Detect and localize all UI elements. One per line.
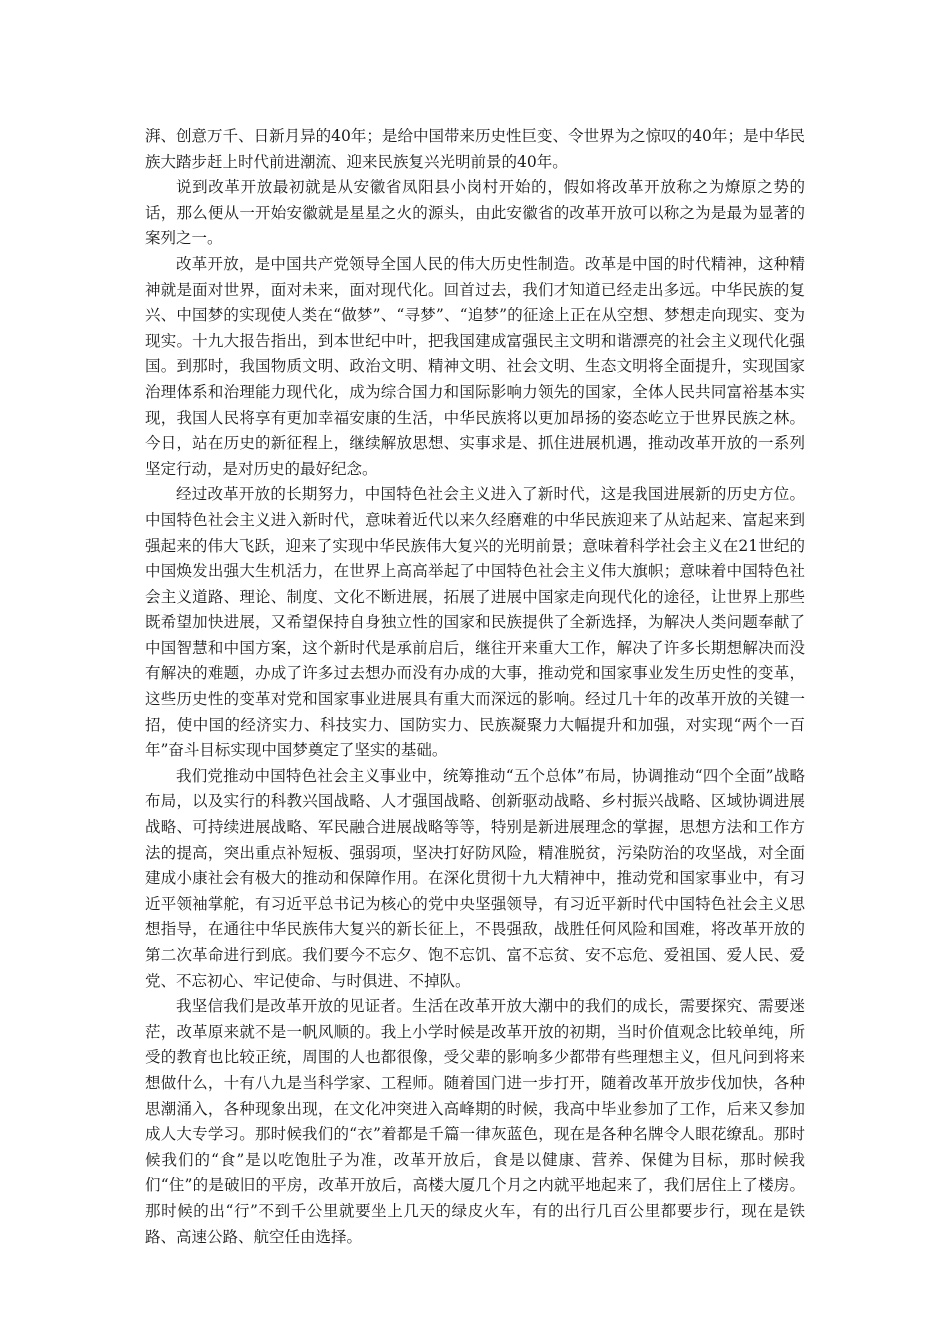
paragraph-3: 改革开放，是中国共产党领导全国人民的伟大历史性制造。改革是中国的时代精神，这种精神就是面对世界，面对未来，面对现代化。回首过去，我们才知道已经走出多远。中华民族的复兴、中国梦的实现使人类在“做梦”、“寻梦”、“追梦”的征途上正在从空想、梦想走向现实、变为现实。十九大报告指出，到本世纪中叶，把我国建成富强民主文明和谐漂亮的社会主义现代化强国。到那时，我国物质文明、政治文明、精神文明、社会文明、生态文明将全面提升，实现国家治理体系和治理能力现代化，成为综合国力和国际影响力领先的国家，全体人民共同富裕基本实现，我国人民将享有更加幸福安康的生活，中华民族将以更加昂扬的姿态屹立于世界民族之林。今日，站在历史的新征程上，继续解放思想、实事求是、抓住进展机遇，推动改革开放的一系列坚定行动，是对历史的最好纪念。 <box>145 254 805 478</box>
paragraph-5: 我们党推动中国特色社会主义事业中，统筹推动“五个总体”布局，协调推动“四个全面”战略布局，以及实行的科教兴国战略、人才强国战略、创新驱动战略、乡村振兴战略、区域协调进展战略、可持续进展战略、军民融合进展战略等等，特别是新进展理念的掌握，思想方法和工作方法的提高，突出重点补短板、强弱项，坚决打好防风险，精准脱贫，污染防治的攻坚战，对全面建成小康社会有极大的推动和保障作用。在深化贯彻十九大精神中，推动党和国家事业中，有习近平领袖掌舵，有习近平总书记为核心的党中央坚强领导，有习近平新时代中国特色社会主义思想指导，在通往中华民族伟大复兴的新长征上，不畏强敌，战胜任何风险和国难，将改革开放的第二次革命进行到底。我们要今不忘夕、饱不忘饥、富不忘贫、安不忘危、爱祖国、爱人民、爱党、不忘初心、牢记使命、与时俱进、不掉队。 <box>145 766 805 990</box>
paragraph-6: 我坚信我们是改革开放的见证者。生活在改革开放大潮中的我们的成长，需要探究、需要迷茫，改革原来就不是一帆风顺的。我上小学时候是改革开放的初期，当时价值观念比较单纯，所受的教育也比较正统，周围的人也都很像，受父辈的影响多少都带有些理想主义，但凡问到将来想做什么，十有八九是当科学家、工程师。随着国门进一步打开，随着改革开放步伐加快，各种思潮涌入，各种现象出现，在文化冲突进入高峰期的时候，我高中毕业参加了工作，后来又参加成人大专学习。那时候我们的“衣”着都是千篇一律灰蓝色，现在是各种名牌令人眼花缭乱。那时候我们的“食”是以吃饱肚子为准，改革开放后，食是以健康、营养、保健为目标，那时候我们“住”的是破旧的平房，改革开放后，高楼大厦几个月之内就平地起来了，我们居住上了楼房。那时候的出“行”不到千公里就要坐上几天的绿皮火车，有的出行几百公里都要步行，现在是铁路、高速公路、航空任由选择。 <box>145 997 805 1246</box>
paragraph-2: 说到改革开放最初就是从安徽省凤阳县小岗村开始的，假如将改革开放称之为燎原之势的话，那么便从一开始安徽就是星星之火的源头，由此安徽省的改革开放可以称之为是最为显著的案列之一。 <box>145 178 805 248</box>
document-body <box>145 124 805 1250</box>
paragraph-4: 经过改革开放的长期努力，中国特色社会主义进入了新时代，这是我国进展新的历史方位。中国特色社会主义进入新时代，意味着近代以来久经磨难的中华民族迎来了从站起来、富起来到强起来的伟大飞跃，迎来了实现中华民族伟大复兴的光明前景；意味着科学社会主义在21世纪的中国焕发出强大生机活力，在世界上高高举起了中国特色社会主义伟大旗帜；意味着中国特色社会主义道路、理论、制度、文化不断进展，拓展了进展中国家走向现代化的途径，让世界上那些既希望加快进展，又希望保持自身独立性的国家和民族提供了全新选择，为解决人类问题奉献了中国智慧和中国方案，这个新时代是承前启后，继往开来重大工作，解决了许多长期想解决而没有解决的难题，办成了许多过去想办而没有办成的大事，推动党和国家事业发生历史性的变革，这些历史性的变革对党和国家事业进展具有重大而深远的影响。经过几十年的改革开放的关键一招，使中国的经济实力、科技实力、国防实力、民族凝聚力大幅提升和加强，对实现“两个一百年”奋斗目标实现中国梦奠定了坚实的基础。 <box>145 485 805 760</box>
paragraph-1: 湃、创意万千、日新月异的40年；是给中国带来历史性巨变、令世界为之惊叹的40年；是中华民族大踏步赶上时代前进潮流、迎来民族复兴光明前景的40年。 <box>145 127 805 171</box>
